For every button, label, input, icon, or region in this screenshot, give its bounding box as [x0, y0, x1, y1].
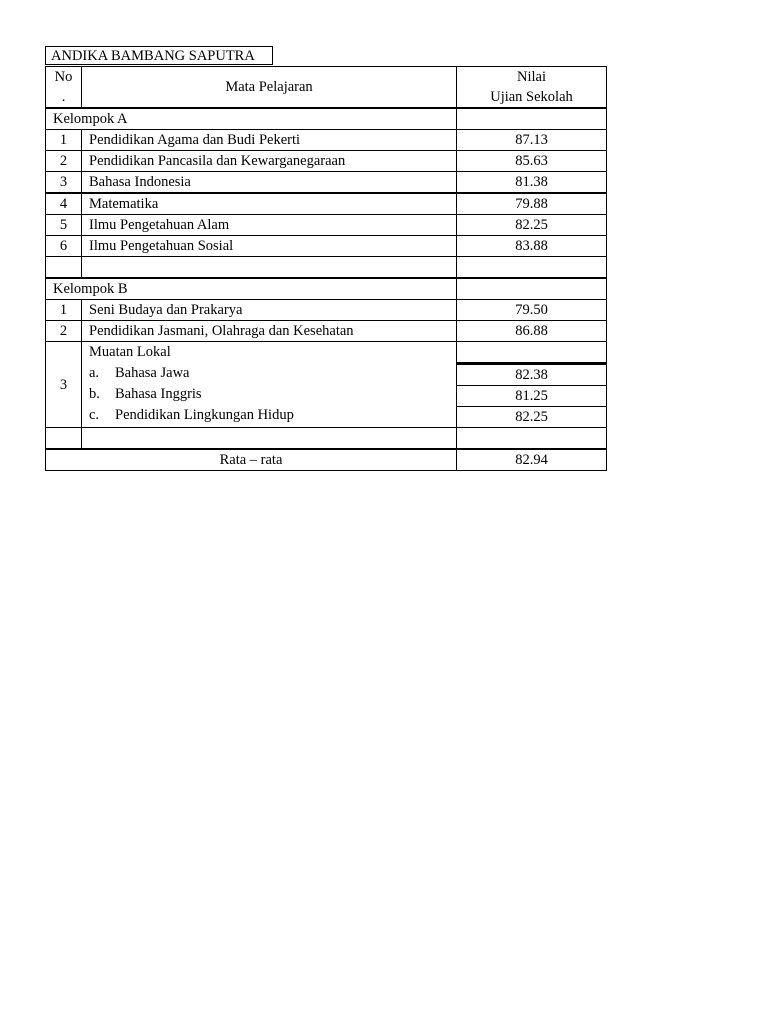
- muatan-item: c. Pendidikan Lingkungan Hidup: [89, 407, 294, 423]
- row-subject: Pendidikan Pancasila dan Kewarganegaraan: [82, 151, 457, 172]
- row-value: 81.25: [457, 385, 606, 406]
- table-row: [46, 151, 607, 172]
- row-no: 1: [46, 130, 82, 151]
- spacer-row: [46, 428, 607, 450]
- row-subject: Ilmu Pengetahuan Alam: [82, 215, 457, 236]
- row-value: 86.88: [457, 321, 607, 342]
- header-subject: Mata Pelajaran: [82, 67, 457, 109]
- header-no: No .: [46, 67, 82, 109]
- group-row-b: [46, 278, 607, 300]
- row-value: 82.25: [457, 406, 606, 427]
- average-label: Rata – rata: [46, 449, 457, 471]
- row-no: 5: [46, 215, 82, 236]
- row-no: 6: [46, 236, 82, 257]
- row-value: 85.63: [457, 151, 607, 172]
- row-value: 87.13: [457, 130, 607, 151]
- muatan-lokal-values: [457, 342, 607, 428]
- student-name: ANDIKA BAMBANG SAPUTRA: [45, 46, 273, 65]
- group-label: Kelompok B: [46, 278, 457, 300]
- row-subject: Seni Budaya dan Prakarya: [82, 300, 457, 321]
- header-value: Nilai Ujian Sekolah: [457, 67, 607, 109]
- row-no: 1: [46, 300, 82, 321]
- row-subject: Matematika: [82, 193, 457, 215]
- row-no: 2: [46, 151, 82, 172]
- group-row-a: [46, 108, 607, 130]
- average-value: 82.94: [457, 449, 607, 471]
- row-subject: Ilmu Pengetahuan Sosial: [82, 236, 457, 257]
- row-subject: Bahasa Indonesia: [82, 172, 457, 194]
- row-subject: Pendidikan Jasmani, Olahraga dan Kesehatan: [82, 321, 457, 342]
- table-row: [46, 300, 607, 321]
- row-value: 82.25: [457, 215, 607, 236]
- row-value: 82.38: [457, 364, 606, 385]
- row-no: 4: [46, 193, 82, 215]
- row-value: 79.88: [457, 193, 607, 215]
- row-value: 81.38: [457, 172, 607, 194]
- table-row: [46, 236, 607, 257]
- row-value: 83.88: [457, 236, 607, 257]
- muatan-lokal-title: Muatan Lokal: [89, 344, 171, 360]
- row-no: 2: [46, 321, 82, 342]
- spacer-row: [46, 257, 607, 279]
- table-row: [46, 321, 607, 342]
- row-no: 3: [46, 342, 82, 428]
- muatan-lokal-row: [46, 342, 607, 428]
- muatan-lokal-subjects: [82, 342, 457, 428]
- table-header-row: [46, 67, 607, 109]
- table-row: [46, 193, 607, 215]
- table-row: [46, 172, 607, 194]
- average-row: [46, 449, 607, 471]
- table-row: [46, 215, 607, 236]
- row-no: 3: [46, 172, 82, 194]
- muatan-item: a. Bahasa Jawa: [89, 365, 190, 381]
- grades-table: [45, 66, 607, 471]
- row-subject: Pendidikan Agama dan Budi Pekerti: [82, 130, 457, 151]
- table-row: [46, 130, 607, 151]
- row-value: 79.50: [457, 300, 607, 321]
- muatan-item: b. Bahasa Inggris: [89, 386, 202, 402]
- group-label: Kelompok A: [46, 108, 457, 130]
